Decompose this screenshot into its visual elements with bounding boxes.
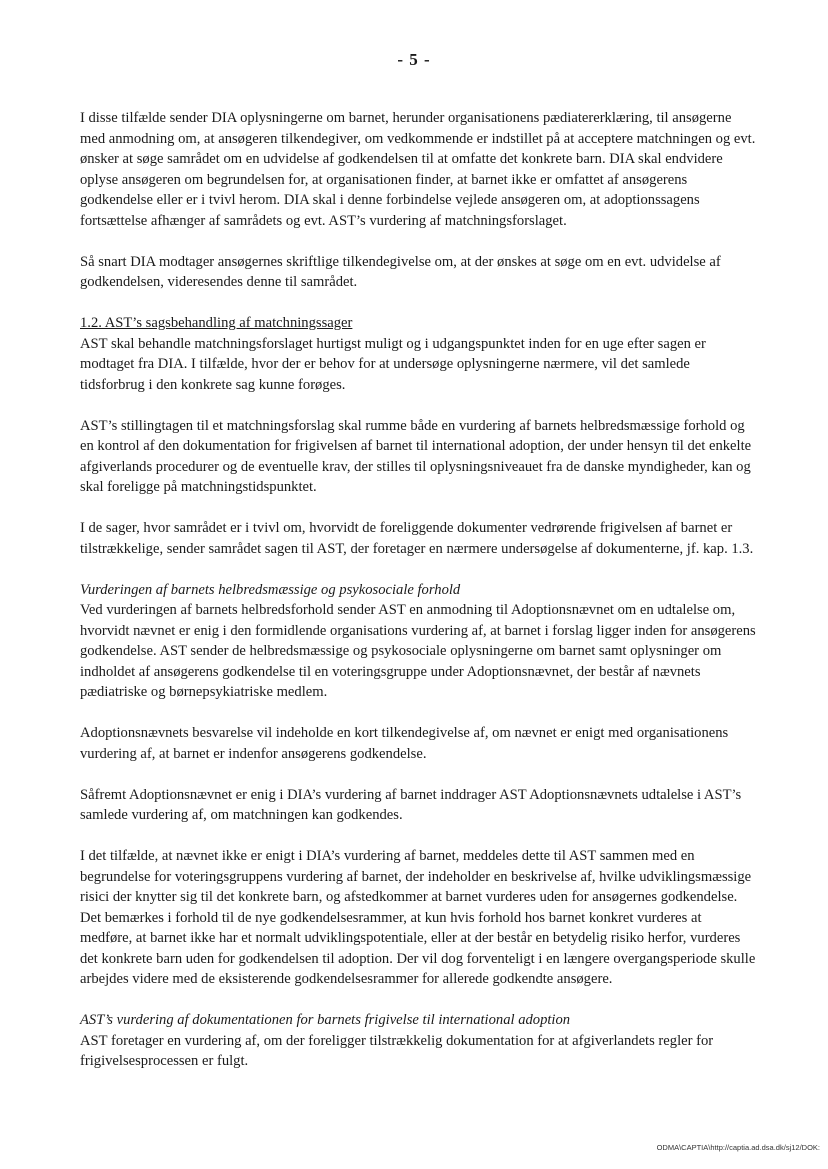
paragraph-10: AST foretager en vurdering af, om der foreligger tilstrækkelig dokumentation for at afgiverlandets regler for frigivelsesprocessen er fulgt. xyxy=(80,1032,714,1069)
paragraph-4: AST’s stillingtagen til et matchningsforslag skal rumme både en vurdering af barnets helbredsmæssige forhold og en kontrol af den dokumentation for frigivelsen af barnet til international adoption, der under hensyn til det enkelte afgiverlands procedurer og de eventuelle krav, der stilles til oplysningsniveauet fra de danske myndigheder, kan og skal foreligge på matchningstidspunktet. xyxy=(80,417,752,495)
document-body xyxy=(80,108,756,1092)
subheading-health-assessment: Vurderingen af barnets helbredsmæssige og psykosociale forhold xyxy=(80,581,461,598)
paragraph-1: I disse tilfælde sender DIA oplysningerne om barnet, herunder organisationens pædiatererklæring, til ansøgerne med anmodning om, at ansøgeren tilkendegiver, om vedkommende er indstillet på at acceptere matchningen og evt. ønsker at søge samrådet om en udvidelse af godkendelsen til at omfatte det konkrete barn. DIA skal endvidere oplyse ansøgeren om begrundelsen for, at organisationen finder, at barnet ikke er omfattet af ansøgerens godkendelse eller er i tvivl herom. DIA skal i denne forbindelse vejlede ansøgeren om, at adoptionssagens fortsættelse afhænger af samrådets og evt. AST’s vurdering af matchningsforslaget. xyxy=(80,110,756,229)
paragraph-2: Så snart DIA modtager ansøgernes skriftlige tilkendegivelse om, at der ønskes at søge om en evt. udvidelse af godkendelsen, videresendes denne til samrådet. xyxy=(80,253,721,290)
page-number: - 5 - xyxy=(397,50,431,69)
paragraph-3: AST skal behandle matchningsforslaget hurtigst muligt og i udgangspunktet inden for en uge efter sagen er modtaget fra DIA. I tilfælde, hvor der er behov for at undersøge oplysningerne nærmere, vil det samlede tidsforbrug i den konkrete sag kunne forøges. xyxy=(80,335,706,393)
section-heading-1-2: 1.2. AST’s sagsbehandling af matchningssager xyxy=(80,315,353,331)
paragraph-5: I de sager, hvor samrådet er i tvivl om, hvorvidt de foreliggende dokumenter vedrørende frigivelsen af barnet er tilstrækkelige, sender samrådet sagen til AST, der foretager en nærmere undersøgelse af dokumenterne, jf. kap. 1.3. xyxy=(80,520,754,557)
paragraph-6: Ved vurderingen af barnets helbredsforhold sender AST en anmodning til Adoptionsnævnet om en udtalelse om, hvorvidt nævnet er enig i den formidlende organisations vurdering af, at barnet i forslag ligger inden for ansøgerens godkendelse. AST sender de helbredsmæssige og psykosociale oplysningerne om barnet samt oplysninger om indholdet af ansøgerens godkendelse til en voteringsgruppe under Adoptionsnævnet, der består af nævnets pædiatriske og børnepsykiatriske medlem. xyxy=(80,602,756,700)
paragraph-8: Såfremt Adoptionsnævnet er enig i DIA’s vurdering af barnet inddrager AST Adoptionsnævnets udtalelse i AST’s samlede vurdering af, om matchningen kan godkendes. xyxy=(80,786,742,823)
subheading-documentation-assessment: AST’s vurdering af dokumentationen for barnets frigivelse til international adoption xyxy=(80,1012,571,1028)
paragraph-9: I det tilfælde, at nævnet ikke er enigt i DIA’s vurdering af barnet, meddeles dette til AST sammen med en begrundelse for voteringsgruppens vurdering af barnet, der indeholder en beskrivelse af, hvilke udviklingsmæssige risici der knytter sig til det konkrete barn, og afstedkommer at barnet vurderes uden for ansøgernes godkendelse. Det bemærkes i forhold til de nye godkendelsesrammer, at kun hvis forhold hos barnet konkret vurderes at medføre, at barnet ikke har et normalt udviklingspotentiale, eller at der består en betydelig risiko herfor, vurderes det konkrete barn uden for godkendelsen til adoption. Der vil dog forventeligt i en længere overgangsperiode skulle arbejdes videre med de eksisterende godkendelsesrammer for allerede godkendte ansøgere. xyxy=(80,848,756,987)
paragraph-7: Adoptionsnævnets besvarelse vil indeholde en kort tilkendegivelse af, om nævnet er enigt med organisationens vurdering af, at barnet er indenfor ansøgerens godkendelse. xyxy=(80,725,729,762)
footer-document-path: ODMA\CAPTIA\http://captia.ad.dsa.dk/sj12/DOK: xyxy=(656,1143,820,1152)
